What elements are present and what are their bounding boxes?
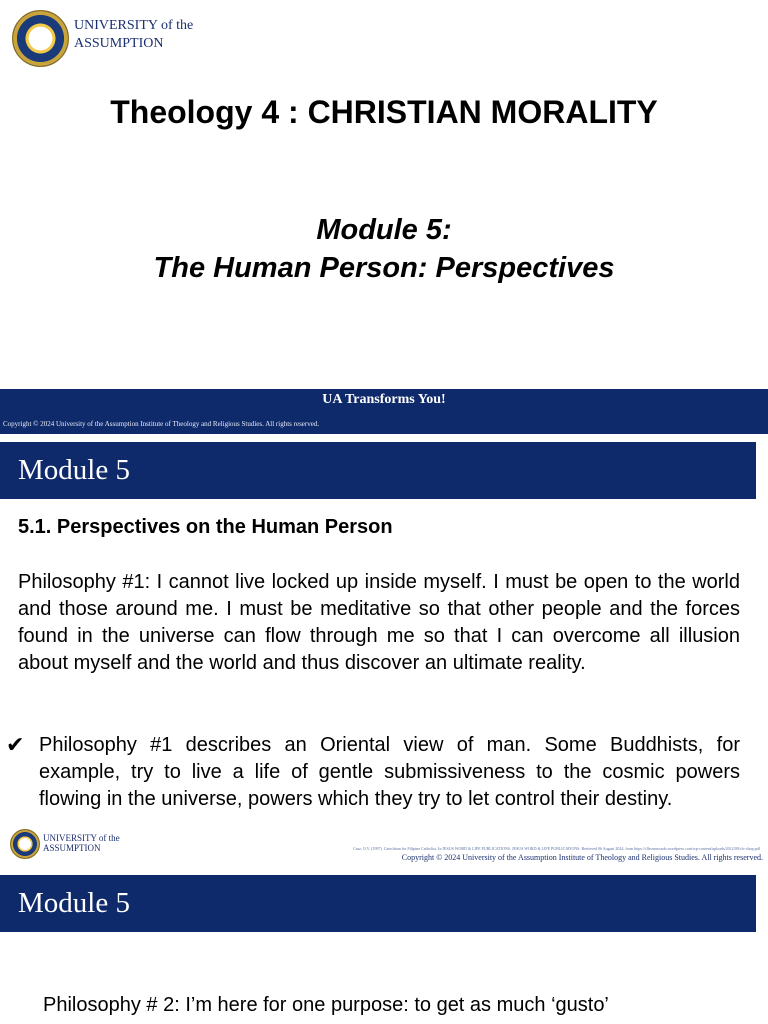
module-header-title: Module 5 bbox=[18, 454, 130, 486]
footer-copyright: Copyright © 2024 University of the Assumption Institute of Theology and Religious Studies. All rights reserved. bbox=[401, 853, 763, 862]
university-seal-logo-small bbox=[10, 829, 40, 859]
module-header-bar bbox=[0, 442, 756, 499]
philosophy-2-paragraph: Philosophy # 2: I’m here for one purpose: to get as much ‘gusto’ bbox=[43, 994, 609, 1016]
philosophy-1-paragraph: Philosophy #1: I cannot live locked up inside myself. I must be open to the world and those around me. I must be meditative so that other people and the forces found in the universe can flow through me so that I can overcome all illusion about myself and the world and thus discover an ultimate reality. bbox=[18, 571, 740, 674]
footer-institution-line2: ASSUMPTION bbox=[43, 843, 101, 853]
university-seal-logo bbox=[12, 10, 69, 67]
module-header-bar-2 bbox=[0, 875, 756, 932]
module-topic: The Human Person: Perspectives bbox=[153, 252, 615, 284]
module-header-title-2: Module 5 bbox=[18, 887, 130, 919]
institution-line2: ASSUMPTION bbox=[74, 36, 164, 51]
institution-line1: UNIVERSITY of the bbox=[74, 18, 194, 33]
copyright-notice: Copyright © 2024 University of the Assumption Institute of Theology and Religious Studies. All rights reserved. bbox=[3, 420, 320, 428]
footer-institution-name bbox=[43, 833, 120, 853]
checkmark-icon: ✔ bbox=[6, 732, 25, 757]
citation-text: Cruz, O.V. (1997). Catechism for Filipino Catholics. In JESUS WORD & LIFE PUBLICATIONS. JESUS WORD & LIFE PUBLICATIONS. Retrieved 06 August 2024, from https://rlleonrrosado.wordpress.com/wp-content/uploads/2012/09/cfc-shop.pdf bbox=[353, 846, 760, 851]
section-heading: 5.1. Perspectives on the Human Person bbox=[18, 516, 393, 538]
course-title: Theology 4 : CHRISTIAN MORALITY bbox=[110, 94, 658, 130]
philosophy-1-explanation: Philosophy #1 describes an Oriental view of man. Some Buddhists, for example, try to live a life of gentle submissiveness to the cosmic powers flowing in the universe, powers which they try to let control their destiny. bbox=[39, 734, 740, 810]
institution-name bbox=[74, 17, 193, 53]
module-number: Module 5: bbox=[316, 214, 452, 246]
slide-footer-band bbox=[0, 389, 768, 434]
footer-institution-line1: UNIVERSITY of the bbox=[43, 833, 120, 843]
tagline: UA Transforms You! bbox=[322, 392, 446, 407]
